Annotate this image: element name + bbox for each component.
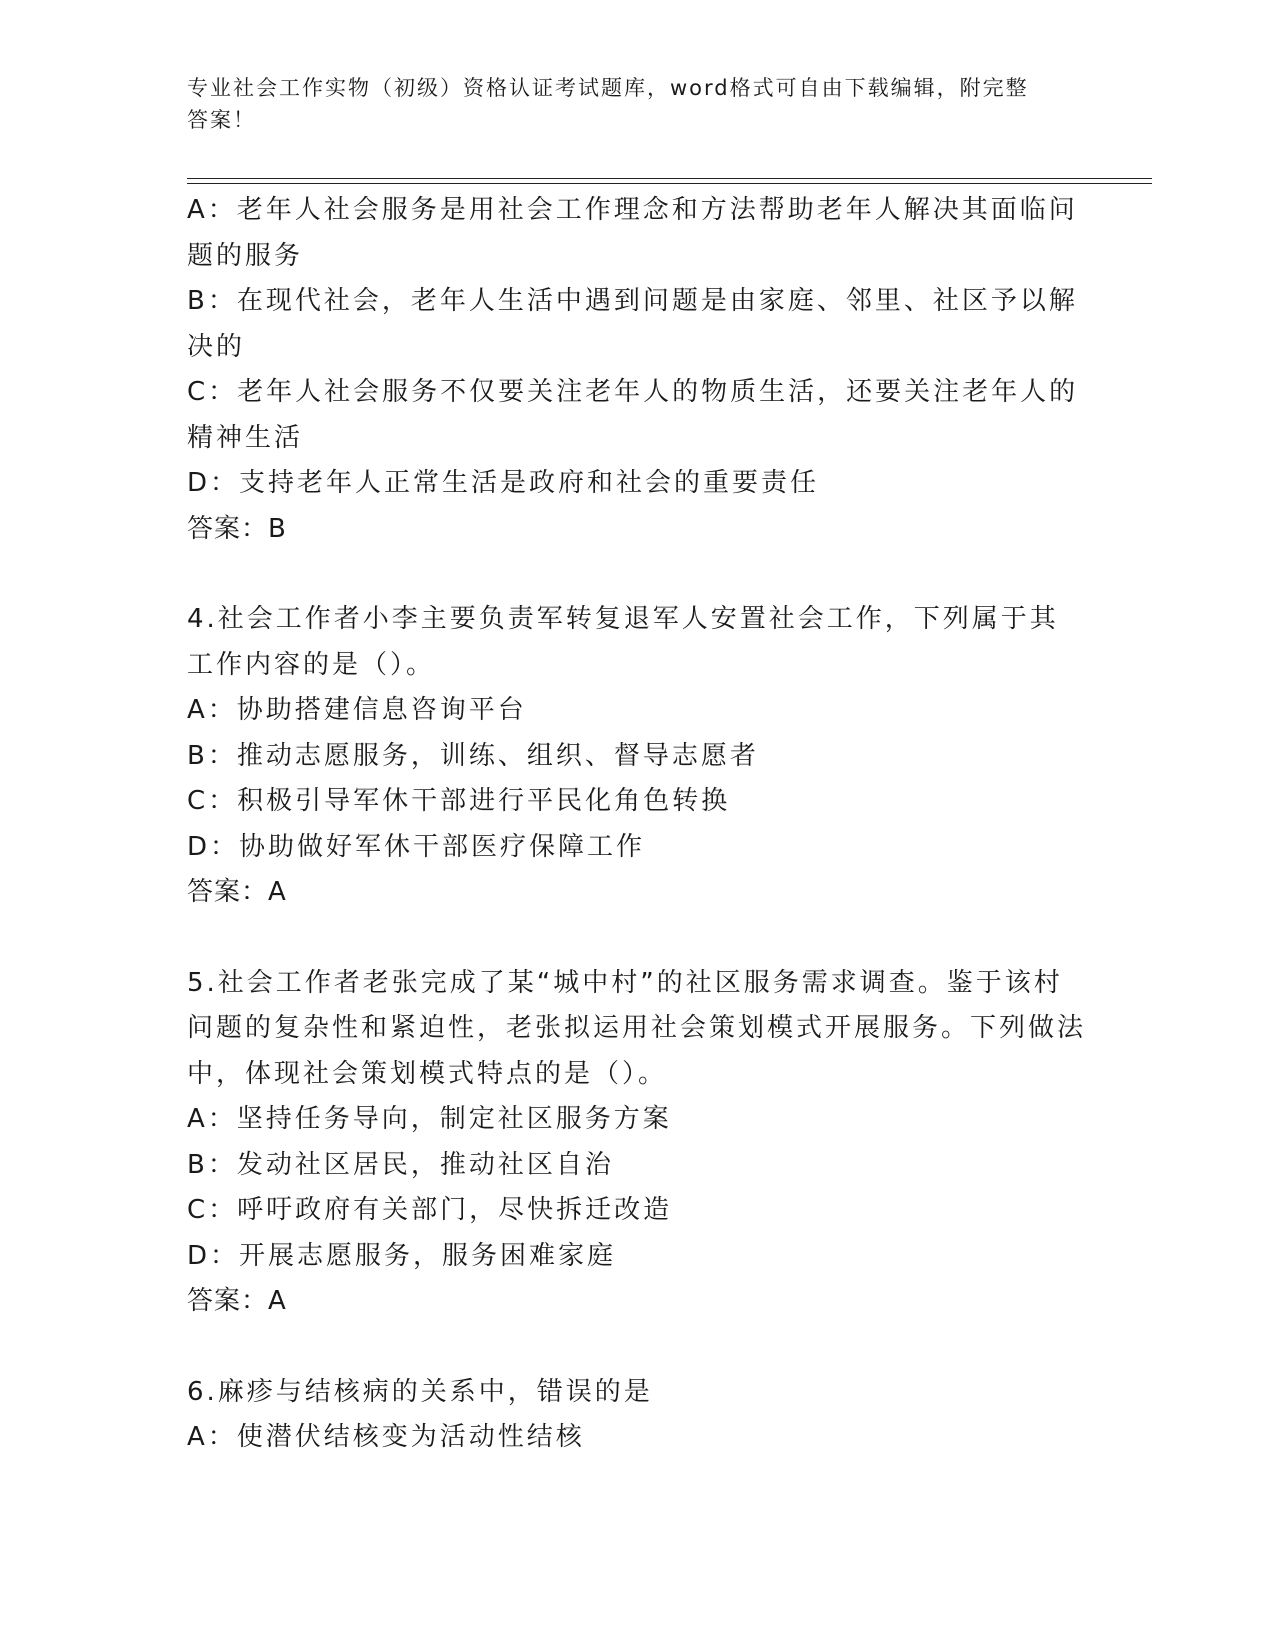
option-c: C：呼吁政府有关部门，尽快拆迁改造 <box>187 1195 673 1225</box>
question-block <box>187 1370 1087 1461</box>
header-divider-top <box>187 178 1152 179</box>
spacer <box>187 916 1087 961</box>
option-a: A：老年人社会服务是用社会工作理念和方法帮助老年人解决其面临问题的服务 <box>187 195 1078 271</box>
option-a: A：协助搭建信息咨询平台 <box>187 695 527 725</box>
page-header-title: 专业社会工作实物（初级）资格认证考试题库，word格式可自由下载编辑，附完整答案！ <box>187 76 1029 132</box>
question-block <box>187 961 1087 1325</box>
option-a: A：坚持任务导向，制定社区服务方案 <box>187 1104 672 1134</box>
option-c: C：老年人社会服务不仅要关注老年人的物质生活，还要关注老年人的精神生活 <box>187 377 1079 453</box>
option-c: C：积极引导军休干部进行平民化角色转换 <box>187 786 731 816</box>
spacer <box>187 552 1087 597</box>
option-b: B：发动社区居民，推动社区自治 <box>187 1149 614 1180</box>
question-stem: 5.社会工作者老张完成了某“城中村”的社区服务需求调查。鉴于该村问题的复杂性和紧迫性，老张拟运用社会策划模式开展服务。下列做法中，体现社会策划模式特点的是（）。 <box>187 967 1087 1089</box>
header-divider-bottom <box>187 183 1152 184</box>
option-d: D：开展志愿服务，服务困难家庭 <box>187 1240 617 1271</box>
question-block <box>187 188 1087 552</box>
question-list <box>187 188 1087 1461</box>
option-d: D：支持老年人正常生活是政府和社会的重要责任 <box>187 468 820 498</box>
question-block <box>187 597 1087 916</box>
question-stem: 6.麻疹与结核病的关系中，错误的是 <box>187 1376 653 1407</box>
option-d: D：协助做好军休干部医疗保障工作 <box>187 831 646 862</box>
answer-line: 答案：B <box>187 513 287 544</box>
answer-line: 答案：A <box>187 1286 287 1316</box>
option-a: A：使潜伏结核变为活动性结核 <box>187 1422 585 1452</box>
spacer <box>187 1325 1087 1370</box>
option-b: B：在现代社会，老年人生活中遇到问题是由家庭、邻里、社区予以解决的 <box>187 286 1078 362</box>
answer-line: 答案：A <box>187 877 287 907</box>
question-stem: 4.社会工作者小李主要负责军转复退军人安置社会工作，下列属于其工作内容的是（）。 <box>187 604 1059 680</box>
option-b: B：推动志愿服务，训练、组织、督导志愿者 <box>187 740 759 771</box>
